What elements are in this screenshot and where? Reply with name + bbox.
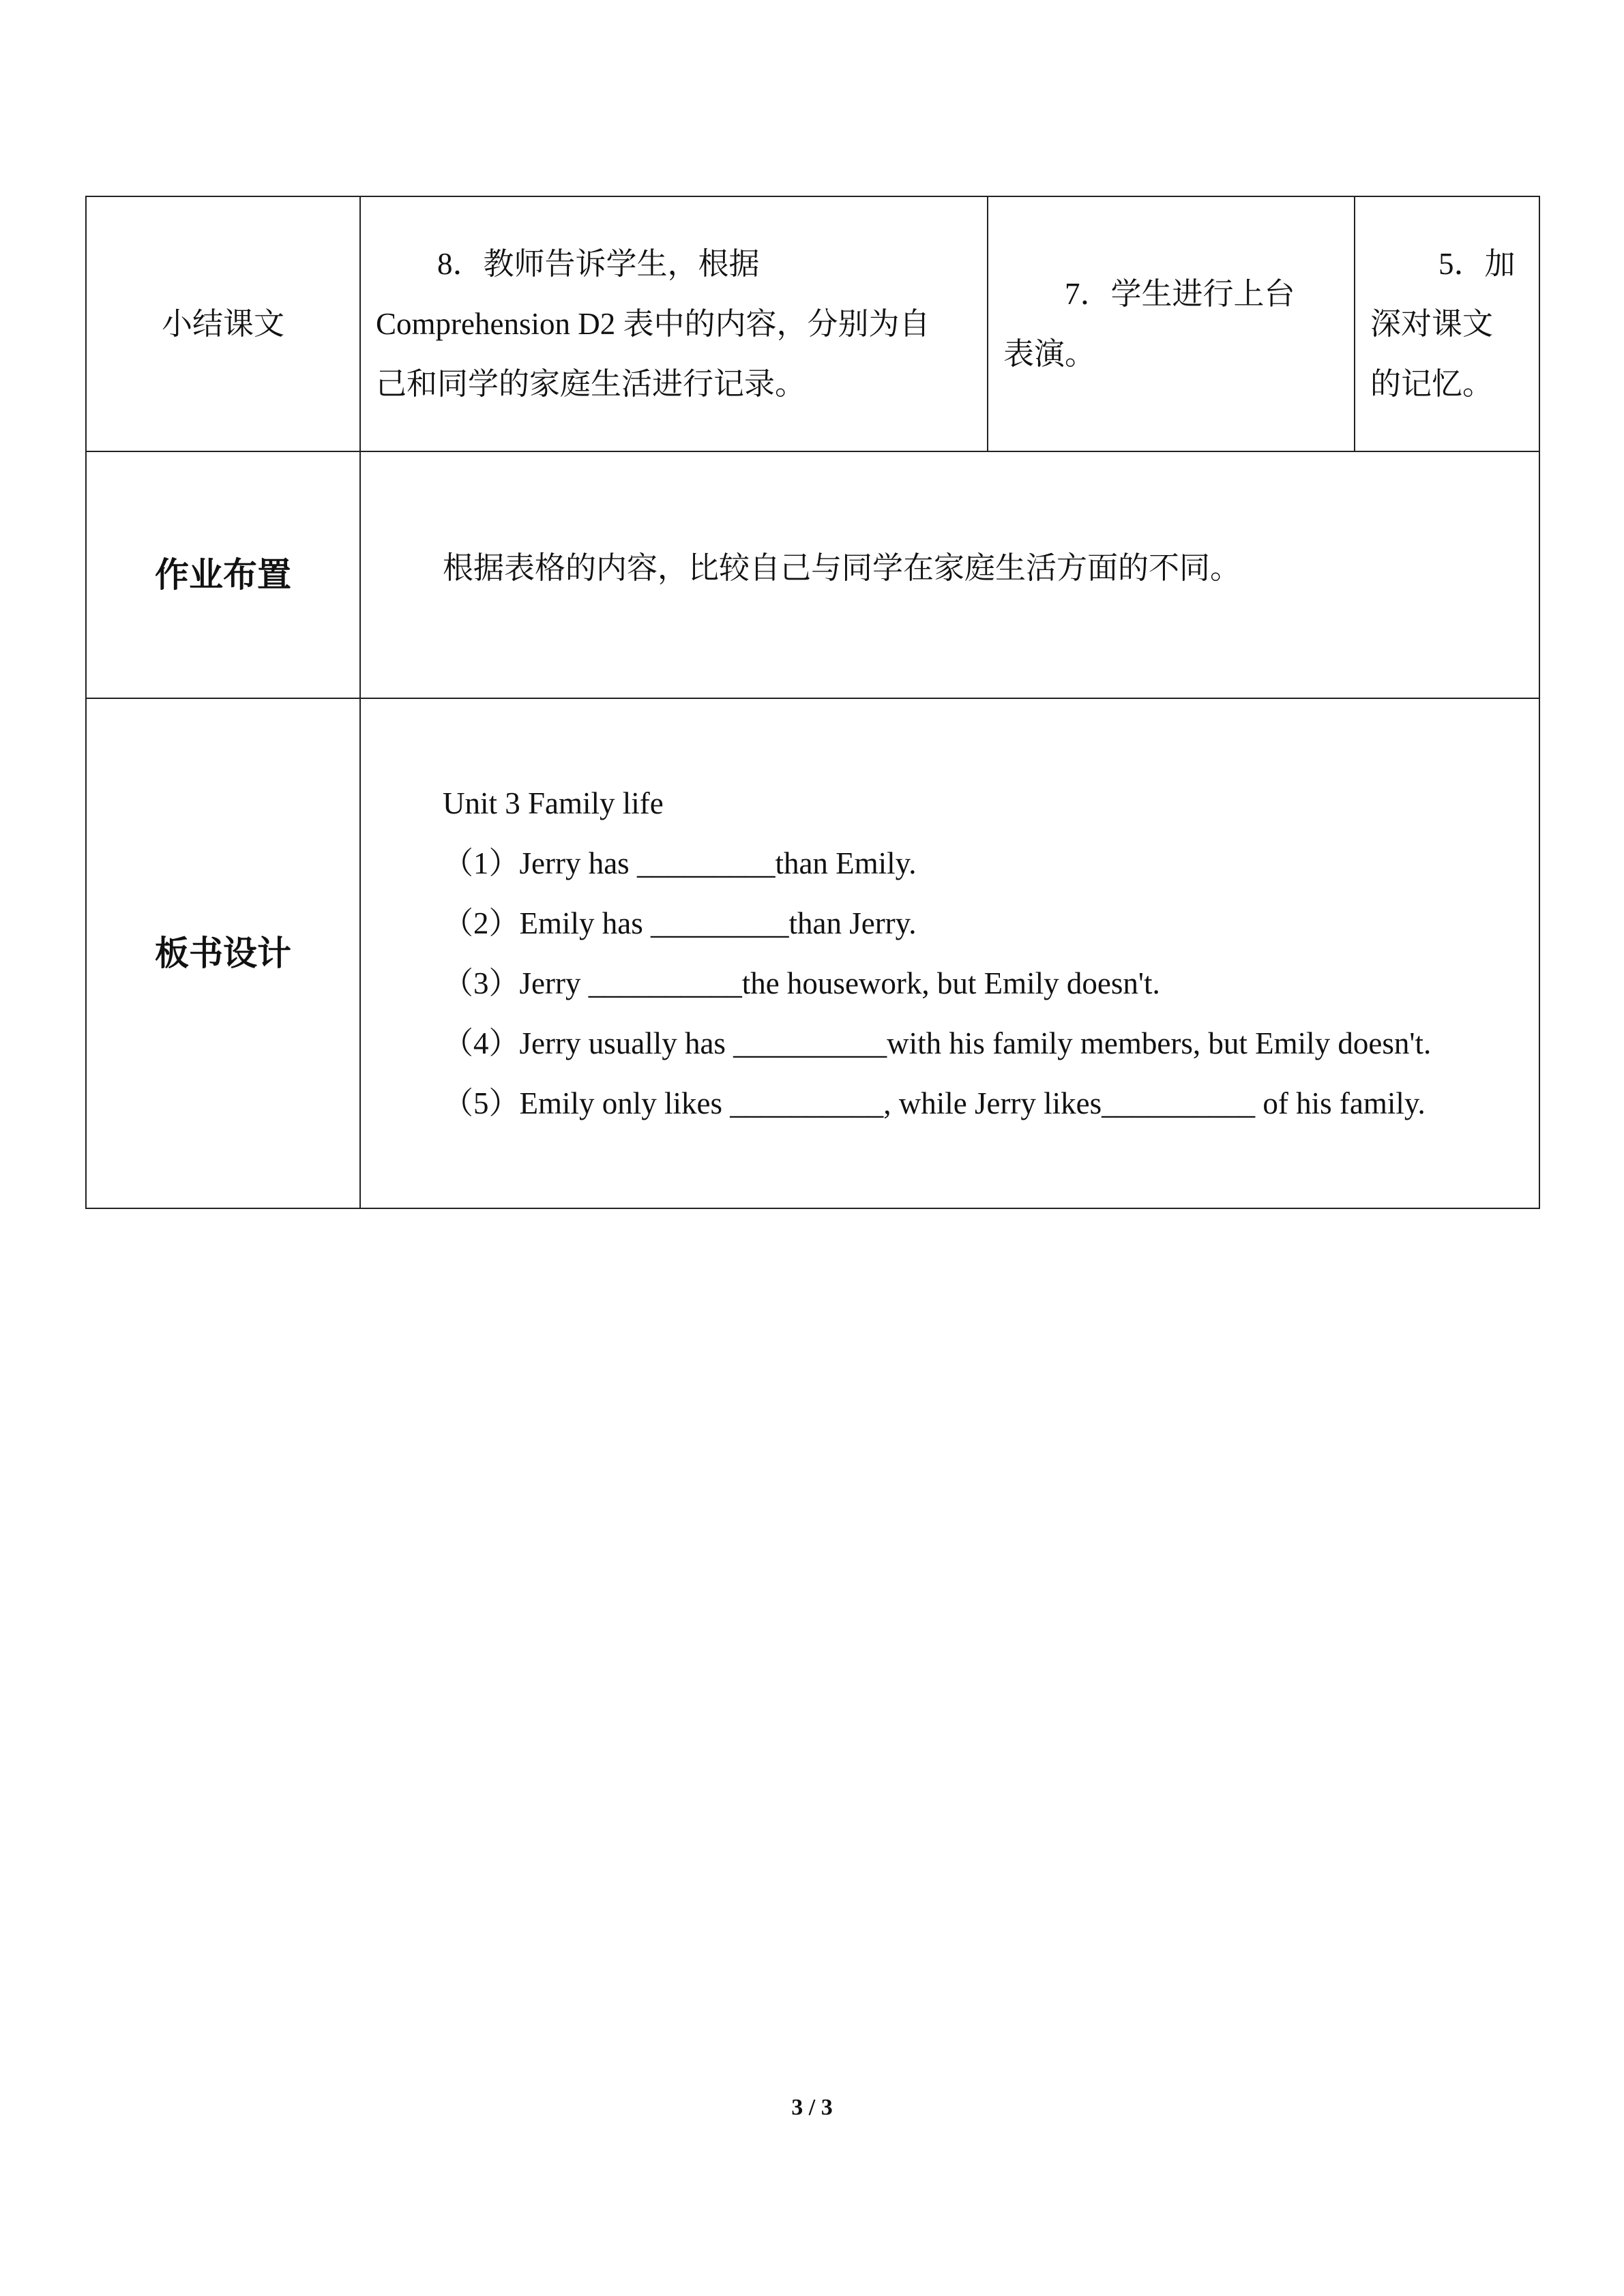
student-activity-line: 表演。 xyxy=(1003,337,1096,371)
summary-row xyxy=(86,196,1539,451)
teacher-activity-line: 8．教师告诉学生，根据 xyxy=(437,247,760,281)
homework-row xyxy=(86,451,1539,698)
purpose-cell xyxy=(1355,196,1539,451)
stage-cell: 小结课文 xyxy=(86,196,360,451)
board-design-row xyxy=(86,698,1539,1208)
student-activity-cell xyxy=(988,196,1355,451)
board-title: Unit 3 Family life xyxy=(443,786,664,820)
board-item: （4）Jerry usually has __________with his family members, but Emily doesn't. xyxy=(443,1026,1432,1060)
page-number: 3 / 3 xyxy=(791,2095,833,2120)
purpose-line: 5．加 xyxy=(1438,247,1516,281)
board-design-content xyxy=(360,698,1539,1208)
homework-content: 根据表格的内容，比较自己与同学在家庭生活方面的不同。 xyxy=(360,451,1539,698)
board-design-label: 板书设计 xyxy=(86,698,360,1208)
student-activity-line: 7．学生进行上台 xyxy=(1065,277,1295,311)
purpose-line: 的记忆。 xyxy=(1370,367,1494,401)
teacher-activity-cell xyxy=(360,196,988,451)
purpose-line: 深对课文 xyxy=(1370,307,1494,341)
homework-label: 作业布置 xyxy=(86,451,360,698)
board-item: （3）Jerry __________the housework, but Emily doesn't. xyxy=(443,966,1160,1000)
board-item: （2）Emily has _________than Jerry. xyxy=(443,906,917,940)
board-item: （1）Jerry has _________than Emily. xyxy=(443,846,917,880)
teacher-activity-line: Comprehension D2 表中的内容，分别为自 xyxy=(376,307,930,341)
board-item: （5）Emily only likes __________, while Jerry likes__________ of his family. xyxy=(443,1086,1426,1120)
teacher-activity-line: 己和同学的家庭生活进行记录。 xyxy=(376,367,806,401)
lesson-plan-table xyxy=(85,196,1540,1209)
